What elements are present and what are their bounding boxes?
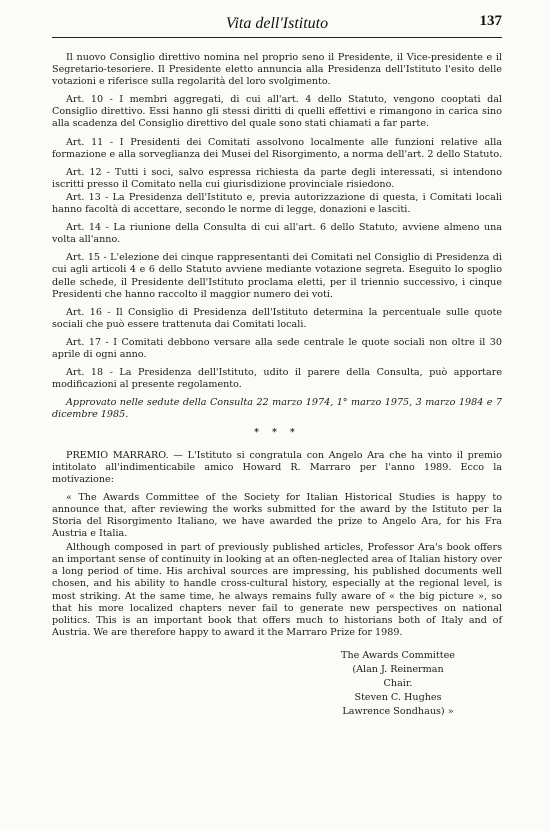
approval-note: Approvato nelle sedute della Consulta 22 marzo 1974, 1° marzo 1975, 3 marzo 1984 e 7 dicembre 1985. [52,397,502,421]
award-motivation [52,492,502,639]
article-14: Art. 14 - La riunione della Consulta di cui all'art. 6 dello Statuto, avviene almeno una volta all'anno. [52,222,502,246]
premio-marraro: PREMIO MARRARO. — L'Istituto si congratula con Angelo Ara che ha vinto il premio intitolato all'indimenticabile amico Howard R. Marraro per l'anno 1989. Ecco la motivazione: [52,449,502,485]
paragraph-election: Il nuovo Consiglio direttivo nomina nel proprio seno il Presidente, il Vice-presidente e il Segretario-tesoriere. Il Presidente eletto annuncia alla Presidenza dell'Istituto l'esito delle votazioni e riferisce sulla regolarità del loro svolgimento. [52,52,502,88]
article-10: Art. 10 - I membri aggregati, di cui all'art. 4 dello Statuto, vengono cooptati dal Consiglio direttivo. Essi hanno gli stessi diritti di quelli effettivi e rimangono in carica sino alla scadenza del Consiglio direttivo del quale sono stati chiamati a far parte. [52,94,502,130]
article-11: Art. 11 - I Presidenti dei Comitati assolvono localmente alle funzioni relative alla formazione e alla sorveglianza dei Musei del Risorgimento, a norma dell'art. 2 dello Statuto. [52,136,502,160]
section-separator: * * * [254,428,300,439]
article-12: Art. 12 - Tutti i soci, salvo espressa richiesta da parte degli interessati, si intendono iscritti presso il Comitato nella cui giurisdizione provinciale risiedono. [52,166,502,190]
article-17: Art. 17 - I Comitati debbono versare alla sede centrale le quote sociali non oltre il 30 aprile di ogni anno. [52,336,502,360]
article-18: Art. 18 - La Presidenza dell'Istituto, udito il parere della Consulta, può apportare modificazioni al presente regolamento. [52,367,502,391]
motivation-paragraph-2: Although composed in part of previously published articles, Professor Ara's book offers an important sense of continuity in looking at an often-neglected area of Italian history over a long period of time. His archival sources are impressing, his published documents well chosen, and his ability to handle cross-cultural history, especially at the regional level, is most striking. At the same time, he always remains fully aware of « the big picture », so that his more localized chapters never fail to generate new perspectives on national politics. This is an important book that offers much to historians both of Italy and of Austria. We are therefore happy to award it the Marraro Prize for 1989. [52,542,502,638]
page-body [52,52,502,719]
page-header [52,13,502,38]
committee-signature [324,649,472,719]
signature-line: (Alan J. Reinerman [352,663,444,675]
signature-line: Lawrence Sondhaus) » [342,705,454,717]
running-title: Vita dell'Istituto [225,15,329,32]
signature-line: Chair. [383,677,413,689]
page-number: 137 [479,13,502,29]
article-13: Art. 13 - La Presidenza dell'Istituto e, previa autorizzazione di questa, i Comitati locali hanno facoltà di accettare, secondo le norme di legge, donazioni e lasciti. [52,191,502,216]
motivation-paragraph-1: « The Awards Committee of the Society for Italian Historical Studies is happy to announce that, after reviewing the works submitted for the award by the Istituto per la Storia del Risorgimento Italiano, we have awarded the prize to Angelo Ara, for his Fra Austria e Italia. [52,491,502,540]
article-15: Art. 15 - L'elezione dei cinque rappresentanti dei Comitati nel Consiglio di Presidenza di cui agli articoli 4 e 6 dello Statuto avviene mediante votazione segreta. Eseguito lo spoglio delle schede, il Presidente dell'Istituto proclama eletti, per il triennio successivo, i cinque Presidenti che hanno raccolto il maggior numero dei voti. [52,252,502,300]
article-16: Art. 16 - Il Consiglio di Presidenza dell'Istituto determina la percentuale sulle quote sociali che può essere trattenuta dai Comitati locali. [52,306,502,330]
signature-line: The Awards Committee [341,649,455,661]
signature-line: Steven C. Hughes [354,691,442,703]
